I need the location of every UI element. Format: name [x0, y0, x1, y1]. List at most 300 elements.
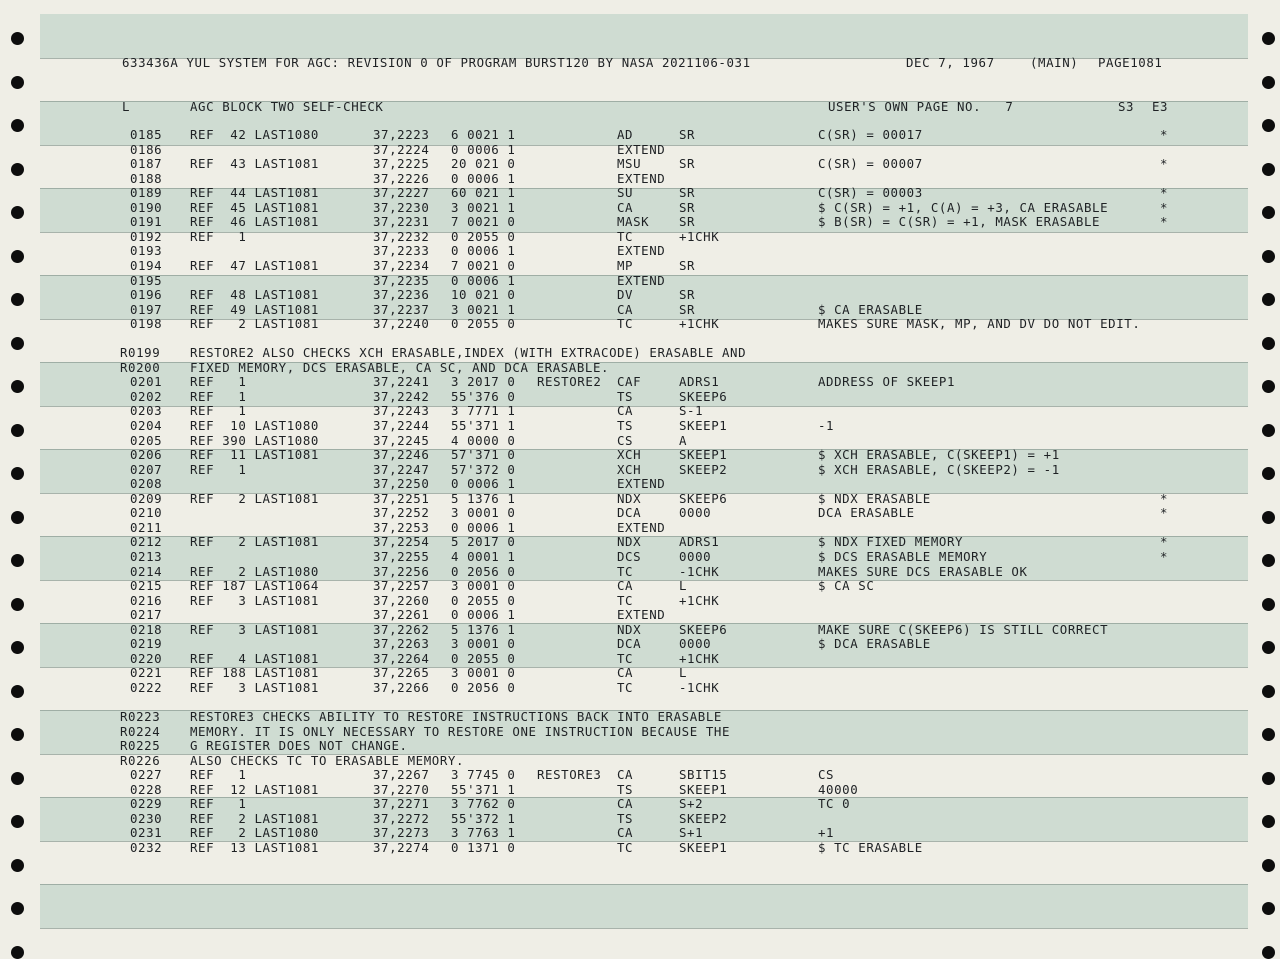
line-comment: C(SR) = 00003 — [818, 185, 923, 201]
feed-hole — [1262, 206, 1275, 219]
line-opcode: CA — [617, 665, 634, 681]
line-ref: REF 3 LAST1081 — [190, 621, 319, 637]
line-ref: REF 1 — [190, 388, 247, 404]
line-comment: 40000 — [818, 781, 859, 797]
line-code: 0 2055 0 — [451, 592, 516, 608]
line-address: 37,2246 — [373, 447, 430, 463]
line-number: R0224 — [120, 723, 161, 739]
line-star: * — [1160, 156, 1169, 172]
line-address: 37,2247 — [373, 461, 430, 477]
line-opcode: TC — [617, 316, 634, 332]
feed-hole — [11, 163, 24, 176]
line-operand: +1CHK — [679, 592, 720, 608]
line-number: 0191 — [130, 214, 163, 230]
line-operand: SR — [679, 257, 696, 273]
line-operand: A — [679, 432, 688, 448]
line-number: 0212 — [130, 534, 163, 550]
line-number: 0197 — [130, 301, 163, 317]
line-opcode: TC — [617, 650, 634, 666]
line-address: 37,2240 — [373, 316, 430, 332]
line-operand: SR — [679, 287, 696, 303]
feed-hole — [11, 946, 24, 959]
line-address: 37,2252 — [373, 505, 430, 521]
line-ref: REF 1 — [190, 403, 247, 419]
line-code: 0 0006 1 — [451, 243, 516, 259]
line-address: 37,2231 — [373, 214, 430, 230]
line-address: 37,2235 — [373, 272, 430, 288]
feed-hole — [1262, 554, 1275, 567]
line-number: 0185 — [130, 127, 163, 142]
line-operand: SR — [679, 199, 696, 215]
line-address: 37,2225 — [373, 156, 430, 172]
line-ref: REF 2 LAST1081 — [190, 534, 319, 550]
line-address: 37,2267 — [373, 767, 430, 783]
line-number: 0207 — [130, 461, 163, 477]
line-comment: C(SR) = 00017 — [818, 127, 923, 142]
line-comment: C(SR) = 00007 — [818, 156, 923, 172]
feed-hole — [1262, 380, 1275, 393]
line-number: 0202 — [130, 388, 163, 404]
line-ref: REF 12 LAST1081 — [190, 781, 319, 797]
line-opcode: EXTEND — [617, 519, 666, 535]
line-address: 37,2242 — [373, 388, 430, 404]
line-code: 0 2056 0 — [451, 563, 516, 579]
line-operand: 0000 — [679, 548, 712, 564]
line-opcode: EXTEND — [617, 243, 666, 259]
line-star: * — [1160, 505, 1169, 521]
line-star: * — [1160, 199, 1169, 215]
line-code: 6 0021 1 — [451, 127, 516, 142]
line-star: * — [1160, 185, 1169, 201]
line-comment: $ CA SC — [818, 578, 875, 594]
line-address: 37,2254 — [373, 534, 430, 550]
feed-hole — [11, 206, 24, 219]
line-code: 57'371 0 — [451, 447, 516, 463]
line-code: 55'371 1 — [451, 781, 516, 797]
header-main: (MAIN) — [1030, 55, 1079, 70]
line-code: 3 0001 0 — [451, 636, 516, 652]
line-number: 0219 — [130, 636, 163, 652]
line-address: 37,2251 — [373, 490, 430, 506]
line-operand: SKEEP1 — [679, 839, 728, 855]
line-opcode: TC — [617, 563, 634, 579]
feed-hole — [1262, 815, 1275, 828]
feed-hole — [11, 641, 24, 654]
line-code: 5 2017 0 — [451, 534, 516, 550]
line-opcode: EXTEND — [617, 170, 666, 186]
line-address: 37,2253 — [373, 519, 430, 535]
line-ref: REF 3 LAST1081 — [190, 679, 319, 695]
line-operand: SKEEP1 — [679, 418, 728, 433]
header-page: PAGE1081 — [1098, 55, 1163, 70]
line-operand: SR — [679, 156, 696, 172]
feed-hole — [1262, 598, 1275, 611]
line-code: 0 0006 1 — [451, 476, 516, 492]
line-number: 0193 — [130, 243, 163, 259]
line-address: 37,2264 — [373, 650, 430, 666]
line-ref: REF 2 LAST1081 — [190, 490, 319, 506]
line-star: * — [1160, 214, 1169, 230]
line-comment: $ C(SR) = +1, C(A) = +3, CA ERASABLE — [818, 199, 1109, 215]
line-opcode: EXTEND — [617, 141, 666, 157]
feed-hole — [1262, 772, 1275, 785]
line-code: 0 2055 0 — [451, 650, 516, 666]
line-code: 3 0001 0 — [451, 578, 516, 594]
line-number: 0209 — [130, 490, 163, 506]
line-number: 0204 — [130, 418, 163, 433]
line-operand: ADRS1 — [679, 534, 720, 550]
feed-hole — [1262, 250, 1275, 263]
line-opcode: CA — [617, 796, 634, 812]
line-comment: $ XCH ERASABLE, C(SKEEP1) = +1 — [818, 447, 1060, 463]
line-address: 37,2232 — [373, 228, 430, 244]
feed-hole — [11, 250, 24, 263]
line-number: 0213 — [130, 548, 163, 564]
line-operand: SKEEP2 — [679, 810, 728, 826]
line-code: 0 0006 1 — [451, 272, 516, 288]
line-opcode: EXTEND — [617, 272, 666, 288]
feed-hole — [1262, 337, 1275, 350]
line-address: 37,2272 — [373, 810, 430, 826]
line-number: 0216 — [130, 592, 163, 608]
line-operand: SKEEP1 — [679, 781, 728, 797]
line-ref: REF 1 — [190, 796, 247, 812]
line-ref: REF 1 — [190, 374, 247, 390]
line-opcode: NDX — [617, 534, 642, 550]
line-opcode: TS — [617, 810, 634, 826]
feed-hole — [1262, 728, 1275, 741]
line-code: 3 0001 0 — [451, 505, 516, 521]
line-number: 0230 — [130, 810, 163, 826]
line-operand: L — [679, 578, 688, 594]
line-code: 3 0021 1 — [451, 199, 516, 215]
line-label: RESTORE3 — [537, 767, 602, 783]
line-number: R0226 — [120, 752, 161, 768]
line-number: R0223 — [120, 709, 161, 724]
line-ref: REF 48 LAST1081 — [190, 287, 319, 303]
line-opcode: CA — [617, 403, 634, 419]
line-code: 60 021 1 — [451, 185, 516, 201]
line-opcode: DCA — [617, 505, 642, 521]
line-ref: REF 1 — [190, 767, 247, 783]
line-opcode: CA — [617, 199, 634, 215]
line-code: 0 0006 1 — [451, 519, 516, 535]
line-address: 37,2227 — [373, 185, 430, 201]
line-code: 0 1371 0 — [451, 839, 516, 855]
line-opcode: XCH — [617, 461, 642, 477]
line-operand: ADRS1 — [679, 374, 720, 390]
feed-hole — [11, 467, 24, 480]
line-opcode: EXTEND — [617, 476, 666, 492]
line-operand: SKEEP6 — [679, 388, 728, 404]
line-number: R0199 — [120, 345, 161, 361]
line-code: 4 0000 0 — [451, 432, 516, 448]
line-opcode: NDX — [617, 621, 642, 637]
line-comment: MAKES SURE DCS ERASABLE OK — [818, 563, 1028, 579]
line-number: 0210 — [130, 505, 163, 521]
line-number: 0188 — [130, 170, 163, 186]
line-ref: REF 13 LAST1081 — [190, 839, 319, 855]
line-comment: $ B(SR) = C(SR) = +1, MASK ERASABLE — [818, 214, 1101, 230]
line-number: 0203 — [130, 403, 163, 419]
line-number: 0206 — [130, 447, 163, 463]
line-number: 0190 — [130, 199, 163, 215]
line-operand: SKEEP6 — [679, 490, 728, 506]
line-address: 37,2250 — [373, 476, 430, 492]
line-number: 0205 — [130, 432, 163, 448]
line-comment: $ TC ERASABLE — [818, 839, 923, 855]
line-ref: REF 49 LAST1081 — [190, 301, 319, 317]
line-opcode: DCS — [617, 548, 642, 564]
line-comment: TC 0 — [818, 796, 851, 812]
feed-hole — [11, 293, 24, 306]
line-number: 0198 — [130, 316, 163, 332]
feed-hole — [1262, 119, 1275, 132]
line-number: 0189 — [130, 185, 163, 201]
line-remark: FIXED MEMORY, DCS ERASABLE, CA SC, AND DCA ERASABLE. — [190, 359, 610, 375]
line-number: 0192 — [130, 228, 163, 244]
feed-hole — [1262, 685, 1275, 698]
line-comment: -1 — [818, 418, 835, 433]
line-operand: L — [679, 665, 688, 681]
subheader-l: L — [122, 99, 131, 114]
line-number: R0225 — [120, 738, 161, 754]
line-ref: REF 45 LAST1081 — [190, 199, 319, 215]
line-code: 3 7763 1 — [451, 825, 516, 841]
feed-hole — [1262, 946, 1275, 959]
line-code: 0 2055 0 — [451, 228, 516, 244]
line-address: 37,2266 — [373, 679, 430, 695]
line-ref: REF 187 LAST1064 — [190, 578, 319, 594]
line-opcode: SU — [617, 185, 634, 201]
line-ref: REF 4 LAST1081 — [190, 650, 319, 666]
line-address: 37,2223 — [373, 127, 430, 142]
line-opcode: AD — [617, 127, 634, 142]
line-number: 0208 — [130, 476, 163, 492]
line-opcode: TS — [617, 418, 634, 433]
line-opcode: XCH — [617, 447, 642, 463]
line-comment: ADDRESS OF SKEEP1 — [818, 374, 956, 390]
feed-hole — [11, 728, 24, 741]
line-number: 0196 — [130, 287, 163, 303]
feed-hole — [1262, 293, 1275, 306]
feed-hole — [1262, 641, 1275, 654]
feed-hole — [1262, 76, 1275, 89]
line-operand: S+1 — [679, 825, 704, 841]
line-ref: REF 46 LAST1081 — [190, 214, 319, 230]
feed-hole — [11, 859, 24, 872]
line-comment: $ DCA ERASABLE — [818, 636, 931, 652]
line-code: 10 021 0 — [451, 287, 516, 303]
line-address: 37,2230 — [373, 199, 430, 215]
line-code: 7 0021 0 — [451, 214, 516, 230]
line-address: 37,2224 — [373, 141, 430, 157]
line-number: R0200 — [120, 359, 161, 375]
line-number: 0222 — [130, 679, 163, 695]
line-remark: MEMORY. IT IS ONLY NECESSARY TO RESTORE ONE INSTRUCTION BECAUSE THE — [190, 723, 731, 739]
line-number: 0227 — [130, 767, 163, 783]
listing-header: 633436A YUL SYSTEM FOR AGC: REVISION 0 OF PROGRAM BURST120 BY NASA 2021106-031 — [122, 55, 751, 70]
line-address: 37,2255 — [373, 548, 430, 564]
line-code: 0 0006 1 — [451, 607, 516, 623]
line-opcode: EXTEND — [617, 607, 666, 623]
line-operand: S-1 — [679, 403, 704, 419]
line-ref: REF 188 LAST1081 — [190, 665, 319, 681]
line-ref: REF 47 LAST1081 — [190, 257, 319, 273]
line-remark: G REGISTER DOES NOT CHANGE. — [190, 738, 408, 754]
line-operand: S+2 — [679, 796, 704, 812]
line-address: 37,2261 — [373, 607, 430, 623]
line-opcode: CA — [617, 578, 634, 594]
line-opcode: DV — [617, 287, 634, 303]
line-label: RESTORE2 — [537, 374, 602, 390]
line-operand: +1CHK — [679, 650, 720, 666]
line-operand: SBIT15 — [679, 767, 728, 783]
line-code: 3 2017 0 — [451, 374, 516, 390]
line-operand: 0000 — [679, 505, 712, 521]
line-comment: CS — [818, 767, 835, 783]
line-ref: REF 44 LAST1081 — [190, 185, 319, 201]
line-comment: +1 — [818, 825, 835, 841]
line-number: 0195 — [130, 272, 163, 288]
line-remark: ALSO CHECKS TC TO ERASABLE MEMORY. — [190, 752, 465, 768]
line-opcode: CA — [617, 825, 634, 841]
line-comment: $ NDX ERASABLE — [818, 490, 931, 506]
feed-hole — [1262, 32, 1275, 45]
header-date: DEC 7, 1967 — [906, 55, 995, 70]
line-number: 0214 — [130, 563, 163, 579]
line-address: 37,2245 — [373, 432, 430, 448]
line-opcode: TC — [617, 839, 634, 855]
line-number: 0228 — [130, 781, 163, 797]
line-comment: DCA ERASABLE — [818, 505, 915, 521]
line-address: 37,2271 — [373, 796, 430, 812]
line-address: 37,2226 — [373, 170, 430, 186]
line-number: 0187 — [130, 156, 163, 172]
line-ref: REF 10 LAST1080 — [190, 418, 319, 433]
subheader-user-page: USER'S OWN PAGE NO. 7 — [828, 99, 1014, 114]
line-code: 0 0006 1 — [451, 141, 516, 157]
line-opcode: CAF — [617, 374, 642, 390]
line-code: 0 2056 0 — [451, 679, 516, 695]
line-opcode: TC — [617, 592, 634, 608]
line-ref: REF 390 LAST1080 — [190, 432, 319, 448]
line-opcode: MP — [617, 257, 634, 273]
feed-hole — [1262, 859, 1275, 872]
line-address: 37,2237 — [373, 301, 430, 317]
line-number: 0194 — [130, 257, 163, 273]
line-operand: SR — [679, 214, 696, 230]
feed-hole — [11, 685, 24, 698]
feed-hole — [11, 424, 24, 437]
feed-hole — [1262, 163, 1275, 176]
line-code: 0 2055 0 — [451, 316, 516, 332]
line-opcode: NDX — [617, 490, 642, 506]
line-code: 3 0001 0 — [451, 665, 516, 681]
line-opcode: TS — [617, 781, 634, 797]
line-ref: REF 43 LAST1081 — [190, 156, 319, 172]
line-opcode: TC — [617, 228, 634, 244]
line-operand: +1CHK — [679, 316, 720, 332]
line-code: 3 7745 0 — [451, 767, 516, 783]
line-address: 37,2263 — [373, 636, 430, 652]
line-opcode: MSU — [617, 156, 642, 172]
line-ref: REF 2 LAST1081 — [190, 316, 319, 332]
line-star: * — [1160, 548, 1169, 564]
line-star: * — [1160, 534, 1169, 550]
line-operand: +1CHK — [679, 228, 720, 244]
subheader-e3: E3 — [1152, 99, 1169, 114]
feed-hole — [1262, 467, 1275, 480]
line-remark: RESTORE2 ALSO CHECKS XCH ERASABLE,INDEX (WITH EXTRACODE) ERASABLE AND — [190, 345, 747, 361]
line-code: 3 7771 1 — [451, 403, 516, 419]
feed-hole — [11, 337, 24, 350]
line-code: 3 0021 1 — [451, 301, 516, 317]
line-address: 37,2274 — [373, 839, 430, 855]
line-star: * — [1160, 490, 1169, 506]
line-number: 0229 — [130, 796, 163, 812]
line-comment: $ NDX FIXED MEMORY — [818, 534, 964, 550]
feed-hole — [11, 554, 24, 567]
line-address: 37,2262 — [373, 621, 430, 637]
feed-hole — [11, 815, 24, 828]
green-band — [40, 884, 1248, 928]
subheader-s3: S3 — [1118, 99, 1135, 114]
line-number: 0232 — [130, 839, 163, 855]
line-address: 37,2270 — [373, 781, 430, 797]
line-number: 0220 — [130, 650, 163, 666]
feed-hole — [11, 380, 24, 393]
feed-hole — [1262, 902, 1275, 915]
line-address: 37,2273 — [373, 825, 430, 841]
feed-hole — [11, 772, 24, 785]
line-ref: REF 1 — [190, 228, 247, 244]
line-address: 37,2256 — [373, 563, 430, 579]
line-address: 37,2233 — [373, 243, 430, 259]
line-operand: SKEEP1 — [679, 447, 728, 463]
line-ref: REF 1 — [190, 461, 247, 477]
line-address: 37,2234 — [373, 257, 430, 273]
line-code: 5 1376 1 — [451, 621, 516, 637]
line-code: 0 0006 1 — [451, 170, 516, 186]
line-address: 37,2243 — [373, 403, 430, 419]
line-number: 0201 — [130, 374, 163, 390]
line-comment: $ DCS ERASABLE MEMORY — [818, 548, 988, 564]
line-code: 55'371 1 — [451, 418, 516, 433]
feed-hole — [11, 76, 24, 89]
line-code: 57'372 0 — [451, 461, 516, 477]
line-opcode: CS — [617, 432, 634, 448]
line-ref: REF 3 LAST1081 — [190, 592, 319, 608]
line-code: 4 0001 1 — [451, 548, 516, 564]
line-ref: REF 2 LAST1080 — [190, 563, 319, 579]
feed-hole — [11, 511, 24, 524]
line-number: 0218 — [130, 621, 163, 637]
line-comment: $ CA ERASABLE — [818, 301, 923, 317]
line-comment: $ XCH ERASABLE, C(SKEEP2) = -1 — [818, 461, 1060, 477]
line-remark: RESTORE3 CHECKS ABILITY TO RESTORE INSTRUCTIONS BACK INTO ERASABLE — [190, 709, 722, 724]
line-operand: -1CHK — [679, 679, 720, 695]
line-opcode: CA — [617, 301, 634, 317]
line-address: 37,2244 — [373, 418, 430, 433]
feed-hole — [11, 119, 24, 132]
line-operand: SKEEP2 — [679, 461, 728, 477]
line-address: 37,2257 — [373, 578, 430, 594]
feed-hole — [11, 902, 24, 915]
line-operand: SKEEP6 — [679, 621, 728, 637]
subheader-title: AGC BLOCK TWO SELF-CHECK — [190, 99, 384, 114]
line-ref: REF 2 LAST1081 — [190, 810, 319, 826]
